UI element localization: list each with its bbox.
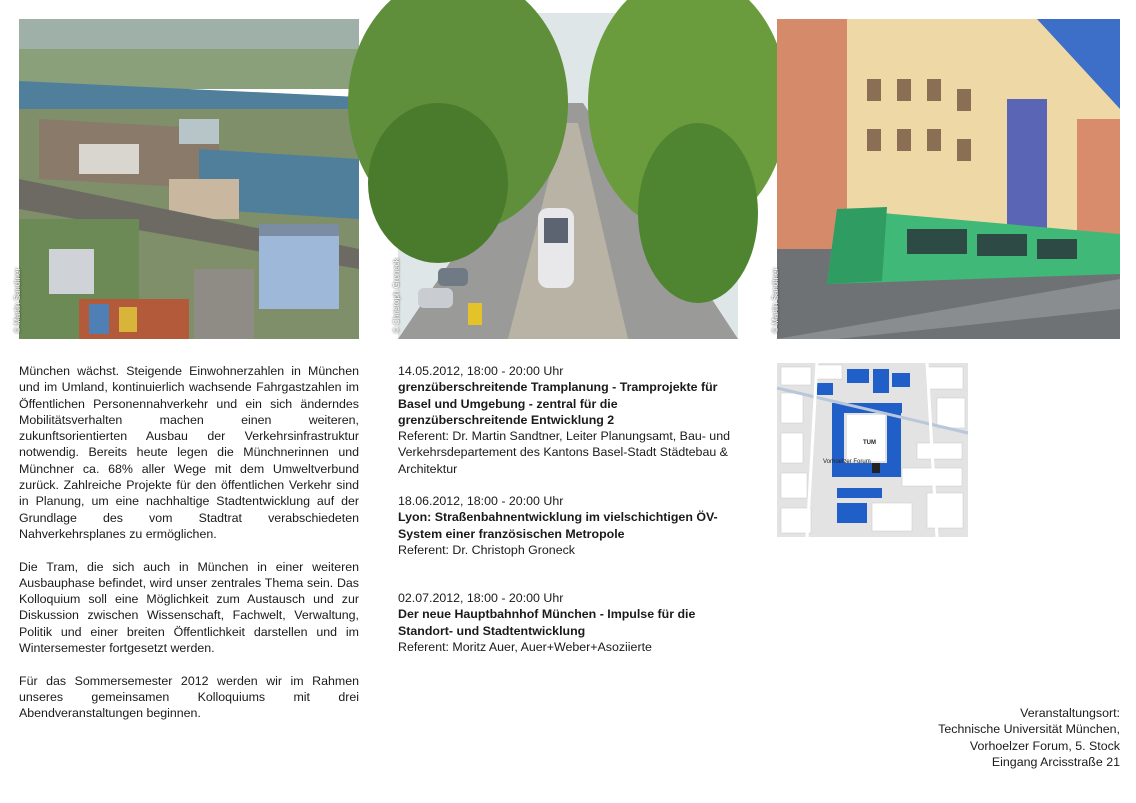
event-title: Der neue Hauptbahnhof München - Impulse für die Standort- und Stadtentwicklung <box>398 607 696 638</box>
map-label-forum: Vorhoelzer Forum <box>823 459 871 465</box>
event-speaker: Referent: Dr. Martin Sandtner, Leiter Planungsamt, Bau- und Verkehrsdepartement des Kantons Basel-Stadt Städtebau & Architektur <box>398 429 730 476</box>
event-item <box>398 590 743 655</box>
photo-credit: © Martin Sandtner <box>771 267 780 333</box>
photo-harbor-aerial <box>13 19 359 339</box>
photo-tram-avenue <box>392 13 738 339</box>
venue-line: Technische Universität München, <box>938 722 1120 737</box>
venue-line: Eingang Arcisstraße 21 <box>991 754 1120 769</box>
event-speaker: Referent: Moritz Auer, Auer+Weber+Asoziierte <box>398 639 652 654</box>
venue-line: Vorhoelzer Forum, 5. Stock <box>969 738 1120 753</box>
venue-line: Veranstaltungsort: <box>1020 706 1120 720</box>
event-date: 14.05.2012, 18:00 - 20:00 Uhr <box>398 364 564 378</box>
venue-info <box>938 705 1120 770</box>
photo-credit: © Martin Sandtner <box>13 267 22 333</box>
intro-paragraph: München wächst. Steigende Einwohnerzahlen in München und im Umland, kontinuierlich wachsende Fahrgastzahlen im Öffentlichen Personennahverkehr und ein sich änderndes Mobilitätsverhalten machen einen weiteren, zukunftsorientierten Ausbau der Verkehrsinfrastruktur notwendig. Bereits heute legen die Münchnerinnen und Münchner ca. 68% aller Wege mit dem Umweltverbund zurück. Zahlreiche Projekte für den öffentlichen Verkehr sind in Planung, um eine nachhaltige Stadtentwicklung auf der Grundlage des vom Stadtrat verabschiedeten Nahverkehrsplanes zu ermöglichen. <box>19 364 359 541</box>
map-label-tum: TUM <box>863 440 876 446</box>
event-speaker: Referent: Dr. Christoph Groneck <box>398 542 575 557</box>
photo-credit: © Christoph Groneck <box>392 258 401 333</box>
intro-text <box>19 363 359 738</box>
location-map <box>777 363 968 537</box>
event-item <box>398 363 743 477</box>
intro-paragraph: Die Tram, die sich auch in München in einer weiteren Ausbauphase befindet, wird unser zentrales Thema sein. Das Kolloquium soll eine Möglichkeit zum Austausch und zur Diskussion zwischen Wissenschaft, Fachwelt, Verwaltung, Politik und einer breiten Öffentlichkeit darstellen und im Wintersemester fortgesetzt werden. <box>19 559 359 656</box>
photo-green-tram <box>771 19 1120 339</box>
intro-paragraph: Für das Sommersemester 2012 werden wir im Rahmen unseres gemeinsamen Kolloquiums mit drei Abendveranstaltungen beginnen. <box>19 673 359 721</box>
event-date: 18.06.2012, 18:00 - 20:00 Uhr <box>398 494 564 508</box>
event-date: 02.07.2012, 18:00 - 20:00 Uhr <box>398 591 564 605</box>
event-title: Lyon: Straßenbahnentwicklung im vielschichtigen ÖV-System einer französischen Metropole <box>398 510 718 541</box>
event-title: grenzüberschreitende Tramplanung - Tramprojekte für Basel und Umgebung - zentral für die grenzüberschreitende Entwicklung 2 <box>398 380 718 427</box>
event-item <box>398 493 743 558</box>
